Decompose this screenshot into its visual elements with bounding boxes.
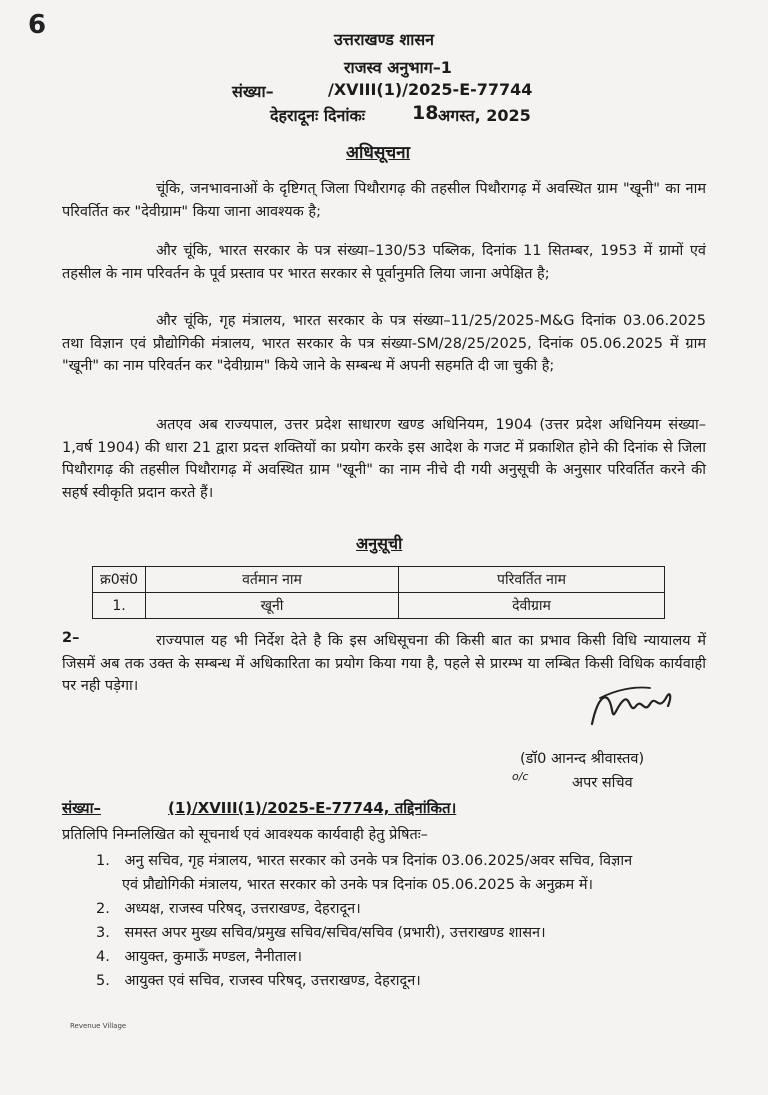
cell-changed-name: देवीग्राम bbox=[399, 593, 665, 619]
list-item bbox=[96, 850, 632, 870]
header-serial: क्र0सं0 bbox=[93, 567, 146, 593]
order-number: /XVIII(1)/2025-E-77744 bbox=[328, 80, 533, 99]
list-item-number: 3. bbox=[96, 925, 110, 941]
copy-number: (1)/XVIII(1)/2025-E-77744, तद्दिनांकित। bbox=[168, 799, 457, 817]
list-item-text: आयुक्त, कुमाऊँ मण्डल, नैनीताल। bbox=[124, 949, 303, 965]
paragraph-3: और चूंकि, गृह मंत्रालय, भारत सरकार के पत्र संख्या–11/25/2025-M&G दिनांक 03.06.2025 तथा विज्ञान एवं प्रौद्योगिकी मंत्रालय, भारत सरकार के पत्र संख्या-SM/28/25/2025, दिनांक 05.06.2025 में ग्राम "खूनी" का नाम परिवर्तन कर "देवीग्राम" किये जाने के सम्बन्ध में अपनी सहमति दी जा चुकी है; bbox=[62, 313, 706, 374]
cell-current-name: खूनी bbox=[146, 593, 399, 619]
clause-2-text: राज्यपाल यह भी निर्देश देते है कि इस अधिसूचना की किसी बात का प्रभाव किसी विधि न्यायालय में जिसमें अब तक उक्त के सम्बन्ध में अधिकारिता का प्रयोग किया गया है, पहले से प्रारम्भ या लम्बित किसी विधिक कार्यवाही पर नही पड़ेगा। bbox=[62, 633, 706, 694]
paragraph-1: चूंकि, जनभावनाओं के दृष्टिगत् जिला पिथौरागढ़ की तहसील पिथौरागढ़ में अवस्थित ग्राम "खूनी" का नाम परिवर्तित कर "देवीग्राम" किया जाना आवश्यक है; bbox=[62, 181, 706, 220]
paragraph-4: अतएव अब राज्यपाल, उत्तर प्रदेश साधारण खण्ड अधिनियम, 1904 (उत्तर प्रदेश अधिनियम संख्या–1,वर्ष 1904) की धारा 21 द्वारा प्रदत्त शक्तियों का प्रयोग करके इस आदेश के गजट में प्रकाशित होने की दिनांक से जिला पिथौरागढ़ की तहसील पिथौरागढ़ में अवस्थित ग्राम "खूनी" का नाम नीचे दी गयी अनुसूची के अनुसार परिवर्तित करने की सहर्ष स्वीकृति प्रदान करते हैं। bbox=[62, 417, 706, 501]
list-item-text: अनु सचिव, गृह मंत्रालय, भारत सरकार को उनके पत्र दिनांक 03.06.2025/अवर सचिव, विज्ञान bbox=[124, 853, 633, 869]
government-name: उत्तराखण्ड शासन bbox=[334, 30, 435, 49]
schedule-header-row bbox=[93, 567, 665, 593]
signatory-designation: अपर सचिव bbox=[572, 775, 633, 791]
list-item bbox=[96, 898, 361, 918]
header-changed-name: परिवर्तित नाम bbox=[399, 567, 665, 593]
list-item-text: आयुक्त एवं सचिव, राजस्व परिषद्, उत्तराखण्ड, देहरादून। bbox=[124, 973, 421, 989]
list-item-number: 2. bbox=[96, 901, 110, 917]
copy-intro: प्रतिलिपि निम्नलिखित को सूचनार्थ एवं आवश्यक कार्यवाही हेतु प्रेषितः– bbox=[62, 827, 428, 843]
oc-mark: o/c bbox=[512, 770, 529, 783]
header-current-name: वर्तमान नाम bbox=[146, 567, 399, 593]
corner-mark: 6 bbox=[28, 10, 47, 40]
list-item-number: 4. bbox=[96, 949, 110, 965]
footer-note: Revenue Village bbox=[70, 1022, 127, 1030]
list-item bbox=[96, 970, 421, 990]
schedule-table bbox=[92, 566, 665, 619]
list-item bbox=[96, 946, 302, 966]
list-item-text: अध्यक्ष, राजस्व परिषद्, उत्तराखण्ड, देहरादून। bbox=[124, 901, 361, 917]
table-row bbox=[93, 593, 665, 619]
list-item-number: 1. bbox=[96, 853, 110, 869]
signatory-name: (डॉ0 आनन्द श्रीवास्तव) bbox=[520, 751, 645, 767]
clause-2-number: 2– bbox=[62, 630, 80, 646]
copy-number-label: संख्या– bbox=[62, 799, 102, 817]
date-month-year: अगस्त, 2025 bbox=[438, 106, 531, 125]
order-number-label: संख्या– bbox=[232, 82, 274, 101]
schedule-title: अनुसूची bbox=[356, 534, 403, 553]
list-item-number: 5. bbox=[96, 973, 110, 989]
cell-serial: 1. bbox=[93, 593, 146, 619]
list-item-text: समस्त अपर मुख्य सचिव/प्रमुख सचिव/सचिव/सचिव (प्रभारी), उत्तराखण्ड शासन। bbox=[124, 925, 546, 941]
place-date-label: देहरादूनः दिनांकः bbox=[270, 106, 366, 125]
department-name: राजस्व अनुभाग–1 bbox=[344, 58, 452, 77]
document-title: अधिसूचना bbox=[346, 143, 410, 163]
date-day: 18 bbox=[412, 102, 439, 124]
list-item bbox=[96, 922, 546, 942]
list-item-continuation: एवं प्रौद्योगिकी मंत्रालय, भारत सरकार को उनके पत्र दिनांक 05.06.2025 के अनुक्रम में। bbox=[122, 877, 593, 893]
handwritten-signature bbox=[586, 676, 676, 738]
paragraph-2: और चूंकि, भारत सरकार के पत्र संख्या–130/53 पब्लिक, दिनांक 11 सितम्बर, 1953 में ग्रामों एवं तहसील के नाम परिवर्तन के पूर्व प्रस्ताव पर भारत सरकार से पूर्वानुमति लिया जाना अपेक्षित है; bbox=[62, 243, 706, 282]
